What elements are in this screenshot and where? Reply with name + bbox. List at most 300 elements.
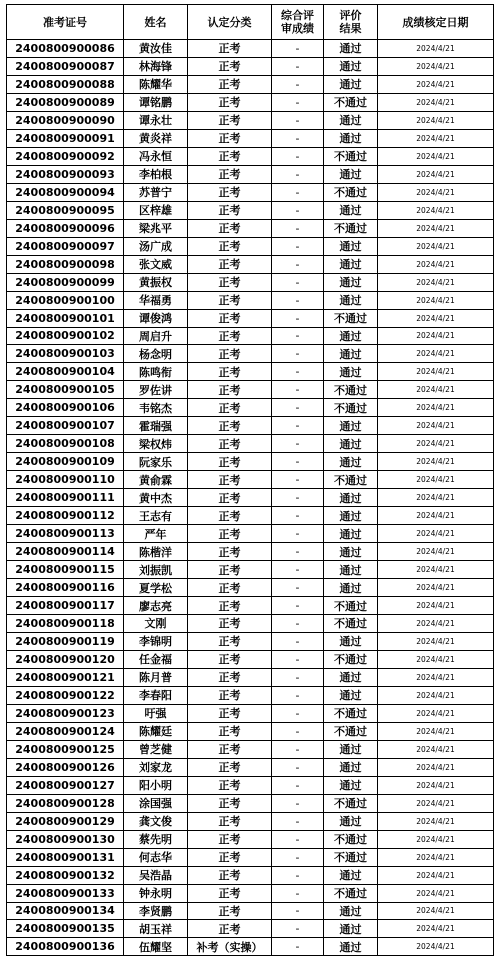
table-row <box>7 453 494 471</box>
cell-date: 2024/4/21 <box>378 830 494 848</box>
table-row <box>7 147 494 165</box>
cell-date: 2024/4/21 <box>378 561 494 579</box>
cell-exam-id: 2400800900123 <box>7 704 124 722</box>
cell-exam-id: 2400800900113 <box>7 525 124 543</box>
cell-date: 2024/4/21 <box>378 453 494 471</box>
cell-result: 通过 <box>324 902 378 920</box>
cell-category: 正考 <box>188 40 272 58</box>
table-row <box>7 57 494 75</box>
cell-name: 黄炎祥 <box>124 129 188 147</box>
cell-result: 通过 <box>324 291 378 309</box>
cell-score: - <box>272 237 324 255</box>
cell-exam-id: 2400800900120 <box>7 650 124 668</box>
cell-score: - <box>272 579 324 597</box>
cell-score: - <box>272 866 324 884</box>
cell-category: 正考 <box>188 579 272 597</box>
table-row <box>7 291 494 309</box>
cell-score: - <box>272 884 324 902</box>
cell-date: 2024/4/21 <box>378 183 494 201</box>
cell-result: 不通过 <box>324 309 378 327</box>
cell-date: 2024/4/21 <box>378 40 494 58</box>
table-row <box>7 722 494 740</box>
cell-score: - <box>272 471 324 489</box>
cell-score: - <box>272 183 324 201</box>
cell-score: - <box>272 93 324 111</box>
cell-date: 2024/4/21 <box>378 884 494 902</box>
cell-date: 2024/4/21 <box>378 632 494 650</box>
cell-name: 李柏根 <box>124 165 188 183</box>
table-row <box>7 776 494 794</box>
cell-result: 通过 <box>324 668 378 686</box>
cell-result: 不通过 <box>324 471 378 489</box>
cell-score: - <box>272 597 324 615</box>
cell-score: - <box>272 417 324 435</box>
table-row <box>7 435 494 453</box>
cell-category: 正考 <box>188 884 272 902</box>
table-row <box>7 399 494 417</box>
cell-date: 2024/4/21 <box>378 309 494 327</box>
cell-name: 夏学松 <box>124 579 188 597</box>
cell-result: 通过 <box>324 489 378 507</box>
cell-category: 正考 <box>188 812 272 830</box>
cell-name: 刘家龙 <box>124 758 188 776</box>
cell-result: 通过 <box>324 255 378 273</box>
cell-date: 2024/4/21 <box>378 273 494 291</box>
cell-exam-id: 2400800900121 <box>7 668 124 686</box>
header-score: 综合评 审成绩 <box>272 5 324 40</box>
cell-score: - <box>272 219 324 237</box>
cell-category: 正考 <box>188 381 272 399</box>
cell-exam-id: 2400800900095 <box>7 201 124 219</box>
cell-category: 正考 <box>188 291 272 309</box>
cell-score: - <box>272 776 324 794</box>
cell-result: 通过 <box>324 632 378 650</box>
cell-exam-id: 2400800900108 <box>7 435 124 453</box>
cell-date: 2024/4/21 <box>378 111 494 129</box>
cell-score: - <box>272 381 324 399</box>
cell-category: 正考 <box>188 435 272 453</box>
cell-exam-id: 2400800900089 <box>7 93 124 111</box>
cell-category: 正考 <box>188 776 272 794</box>
cell-exam-id: 2400800900094 <box>7 183 124 201</box>
cell-result: 不通过 <box>324 794 378 812</box>
table-row <box>7 129 494 147</box>
table-row <box>7 740 494 758</box>
cell-score: - <box>272 740 324 758</box>
cell-score: - <box>272 255 324 273</box>
cell-result: 通过 <box>324 543 378 561</box>
cell-score: - <box>272 40 324 58</box>
table-row <box>7 75 494 93</box>
cell-category: 正考 <box>188 453 272 471</box>
cell-result: 通过 <box>324 345 378 363</box>
cell-result: 不通过 <box>324 399 378 417</box>
cell-exam-id: 2400800900116 <box>7 579 124 597</box>
cell-result: 通过 <box>324 525 378 543</box>
cell-category: 正考 <box>188 686 272 704</box>
cell-category: 正考 <box>188 147 272 165</box>
table-row <box>7 543 494 561</box>
table-row <box>7 183 494 201</box>
cell-result: 通过 <box>324 237 378 255</box>
cell-exam-id: 2400800900124 <box>7 722 124 740</box>
cell-category: 正考 <box>188 561 272 579</box>
cell-exam-id: 2400800900098 <box>7 255 124 273</box>
table-row <box>7 381 494 399</box>
cell-date: 2024/4/21 <box>378 381 494 399</box>
cell-result: 通过 <box>324 920 378 938</box>
table-row <box>7 273 494 291</box>
cell-date: 2024/4/21 <box>378 399 494 417</box>
cell-exam-id: 2400800900102 <box>7 327 124 345</box>
cell-date: 2024/4/21 <box>378 507 494 525</box>
cell-score: - <box>272 453 324 471</box>
cell-name: 霍瑞强 <box>124 417 188 435</box>
cell-category: 正考 <box>188 345 272 363</box>
cell-name: 谭铭鹏 <box>124 93 188 111</box>
table-row <box>7 758 494 776</box>
cell-category: 正考 <box>188 722 272 740</box>
cell-date: 2024/4/21 <box>378 75 494 93</box>
cell-result: 不通过 <box>324 650 378 668</box>
cell-category: 正考 <box>188 417 272 435</box>
cell-score: - <box>272 273 324 291</box>
cell-name: 陈月普 <box>124 668 188 686</box>
cell-exam-id: 2400800900086 <box>7 40 124 58</box>
cell-score: - <box>272 561 324 579</box>
cell-date: 2024/4/21 <box>378 938 494 956</box>
cell-name: 李贤鹏 <box>124 902 188 920</box>
cell-date: 2024/4/21 <box>378 291 494 309</box>
cell-category: 正考 <box>188 201 272 219</box>
table-row <box>7 219 494 237</box>
cell-date: 2024/4/21 <box>378 543 494 561</box>
cell-date: 2024/4/21 <box>378 597 494 615</box>
cell-category: 正考 <box>188 597 272 615</box>
cell-name: 林海锋 <box>124 57 188 75</box>
cell-score: - <box>272 75 324 93</box>
cell-score: - <box>272 632 324 650</box>
cell-date: 2024/4/21 <box>378 866 494 884</box>
table-row <box>7 938 494 956</box>
cell-category: 正考 <box>188 57 272 75</box>
cell-score: - <box>272 201 324 219</box>
cell-result: 通过 <box>324 75 378 93</box>
cell-name: 冯永恒 <box>124 147 188 165</box>
cell-exam-id: 2400800900097 <box>7 237 124 255</box>
cell-score: - <box>272 363 324 381</box>
table-row <box>7 525 494 543</box>
cell-exam-id: 2400800900110 <box>7 471 124 489</box>
cell-category: 正考 <box>188 848 272 866</box>
cell-result: 通过 <box>324 40 378 58</box>
cell-category: 正考 <box>188 219 272 237</box>
cell-result: 不通过 <box>324 219 378 237</box>
header-name: 姓名 <box>124 5 188 40</box>
cell-name: 谭俊鸿 <box>124 309 188 327</box>
cell-date: 2024/4/21 <box>378 471 494 489</box>
cell-name: 钟永明 <box>124 884 188 902</box>
cell-name: 曾芝健 <box>124 740 188 758</box>
table-row <box>7 686 494 704</box>
cell-result: 通过 <box>324 507 378 525</box>
cell-exam-id: 2400800900103 <box>7 345 124 363</box>
cell-date: 2024/4/21 <box>378 201 494 219</box>
table-row <box>7 650 494 668</box>
cell-result: 通过 <box>324 129 378 147</box>
cell-name: 陈楷洋 <box>124 543 188 561</box>
cell-name: 杨念明 <box>124 345 188 363</box>
cell-result: 不通过 <box>324 615 378 633</box>
cell-exam-id: 2400800900090 <box>7 111 124 129</box>
cell-score: - <box>272 291 324 309</box>
cell-score: - <box>272 668 324 686</box>
cell-date: 2024/4/21 <box>378 579 494 597</box>
cell-result: 通过 <box>324 165 378 183</box>
cell-category: 正考 <box>188 650 272 668</box>
cell-exam-id: 2400800900088 <box>7 75 124 93</box>
table-row <box>7 579 494 597</box>
cell-score: - <box>272 399 324 417</box>
cell-score: - <box>272 938 324 956</box>
cell-exam-id: 2400800900127 <box>7 776 124 794</box>
table-row <box>7 866 494 884</box>
cell-category: 正考 <box>188 165 272 183</box>
cell-date: 2024/4/21 <box>378 165 494 183</box>
cell-date: 2024/4/21 <box>378 219 494 237</box>
cell-exam-id: 2400800900133 <box>7 884 124 902</box>
cell-result: 通过 <box>324 938 378 956</box>
cell-date: 2024/4/21 <box>378 740 494 758</box>
cell-category: 正考 <box>188 668 272 686</box>
cell-name: 苏普宁 <box>124 183 188 201</box>
table-row <box>7 597 494 615</box>
cell-exam-id: 2400800900134 <box>7 902 124 920</box>
cell-date: 2024/4/21 <box>378 776 494 794</box>
cell-category: 正考 <box>188 830 272 848</box>
cell-exam-id: 2400800900104 <box>7 363 124 381</box>
table-row <box>7 345 494 363</box>
cell-exam-id: 2400800900099 <box>7 273 124 291</box>
cell-date: 2024/4/21 <box>378 525 494 543</box>
header-category: 认定分类 <box>188 5 272 40</box>
table-row <box>7 201 494 219</box>
cell-exam-id: 2400800900135 <box>7 920 124 938</box>
cell-score: - <box>272 794 324 812</box>
cell-exam-id: 2400800900100 <box>7 291 124 309</box>
cell-name: 梁兆平 <box>124 219 188 237</box>
cell-date: 2024/4/21 <box>378 686 494 704</box>
cell-date: 2024/4/21 <box>378 920 494 938</box>
cell-exam-id: 2400800900105 <box>7 381 124 399</box>
cell-name: 区梓雄 <box>124 201 188 219</box>
table-row <box>7 668 494 686</box>
cell-exam-id: 2400800900115 <box>7 561 124 579</box>
cell-score: - <box>272 507 324 525</box>
cell-exam-id: 2400800900107 <box>7 417 124 435</box>
cell-date: 2024/4/21 <box>378 848 494 866</box>
cell-category: 正考 <box>188 273 272 291</box>
cell-category: 正考 <box>188 129 272 147</box>
cell-exam-id: 2400800900131 <box>7 848 124 866</box>
cell-name: 陈耀华 <box>124 75 188 93</box>
cell-category: 正考 <box>188 237 272 255</box>
cell-category: 正考 <box>188 920 272 938</box>
cell-score: - <box>272 615 324 633</box>
cell-category: 正考 <box>188 363 272 381</box>
cell-score: - <box>272 704 324 722</box>
cell-exam-id: 2400800900092 <box>7 147 124 165</box>
cell-score: - <box>272 848 324 866</box>
table-body <box>7 40 494 956</box>
cell-exam-id: 2400800900136 <box>7 938 124 956</box>
table-row <box>7 794 494 812</box>
cell-score: - <box>272 165 324 183</box>
cell-result: 通过 <box>324 57 378 75</box>
cell-score: - <box>272 830 324 848</box>
cell-date: 2024/4/21 <box>378 794 494 812</box>
table-row <box>7 561 494 579</box>
cell-name: 龚文俊 <box>124 812 188 830</box>
cell-date: 2024/4/21 <box>378 650 494 668</box>
cell-exam-id: 2400800900130 <box>7 830 124 848</box>
cell-exam-id: 2400800900129 <box>7 812 124 830</box>
cell-result: 通过 <box>324 453 378 471</box>
cell-name: 谭永壮 <box>124 111 188 129</box>
cell-exam-id: 2400800900093 <box>7 165 124 183</box>
cell-exam-id: 2400800900114 <box>7 543 124 561</box>
cell-category: 正考 <box>188 471 272 489</box>
cell-score: - <box>272 489 324 507</box>
cell-exam-id: 2400800900125 <box>7 740 124 758</box>
cell-name: 伍耀坚 <box>124 938 188 956</box>
cell-score: - <box>272 309 324 327</box>
cell-date: 2024/4/21 <box>378 812 494 830</box>
cell-date: 2024/4/21 <box>378 327 494 345</box>
table-row <box>7 40 494 58</box>
cell-score: - <box>272 722 324 740</box>
cell-result: 通过 <box>324 561 378 579</box>
table-row <box>7 884 494 902</box>
cell-category: 正考 <box>188 740 272 758</box>
table-row <box>7 848 494 866</box>
table-row <box>7 111 494 129</box>
cell-result: 通过 <box>324 812 378 830</box>
cell-score: - <box>272 111 324 129</box>
cell-category: 正考 <box>188 93 272 111</box>
cell-result: 通过 <box>324 111 378 129</box>
cell-category: 正考 <box>188 507 272 525</box>
table-row <box>7 327 494 345</box>
cell-result: 通过 <box>324 327 378 345</box>
cell-name: 廖志亮 <box>124 597 188 615</box>
cell-result: 不通过 <box>324 722 378 740</box>
cell-category: 正考 <box>188 543 272 561</box>
cell-result: 通过 <box>324 740 378 758</box>
cell-date: 2024/4/21 <box>378 615 494 633</box>
cell-name: 汤广成 <box>124 237 188 255</box>
cell-exam-id: 2400800900128 <box>7 794 124 812</box>
cell-exam-id: 2400800900091 <box>7 129 124 147</box>
cell-exam-id: 2400800900112 <box>7 507 124 525</box>
cell-name: 张文威 <box>124 255 188 273</box>
cell-result: 通过 <box>324 363 378 381</box>
cell-name: 吁强 <box>124 704 188 722</box>
cell-category: 正考 <box>188 902 272 920</box>
cell-result: 通过 <box>324 435 378 453</box>
cell-score: - <box>272 57 324 75</box>
results-table <box>6 4 494 956</box>
cell-score: - <box>272 920 324 938</box>
cell-category: 正考 <box>188 183 272 201</box>
cell-exam-id: 2400800900106 <box>7 399 124 417</box>
cell-date: 2024/4/21 <box>378 489 494 507</box>
cell-result: 不通过 <box>324 830 378 848</box>
table-row <box>7 507 494 525</box>
cell-category: 补考（实操） <box>188 938 272 956</box>
cell-date: 2024/4/21 <box>378 417 494 435</box>
cell-category: 正考 <box>188 866 272 884</box>
cell-category: 正考 <box>188 255 272 273</box>
cell-result: 不通过 <box>324 147 378 165</box>
cell-name: 王志有 <box>124 507 188 525</box>
cell-exam-id: 2400800900101 <box>7 309 124 327</box>
cell-name: 华福勇 <box>124 291 188 309</box>
cell-exam-id: 2400800900111 <box>7 489 124 507</box>
header-exam-id: 准考证号 <box>7 5 124 40</box>
cell-name: 严年 <box>124 525 188 543</box>
cell-name: 梁权炜 <box>124 435 188 453</box>
cell-name: 陈鸣衔 <box>124 363 188 381</box>
cell-exam-id: 2400800900126 <box>7 758 124 776</box>
cell-result: 通过 <box>324 579 378 597</box>
cell-score: - <box>272 902 324 920</box>
cell-date: 2024/4/21 <box>378 57 494 75</box>
cell-category: 正考 <box>188 489 272 507</box>
cell-result: 不通过 <box>324 597 378 615</box>
table-row <box>7 237 494 255</box>
cell-category: 正考 <box>188 615 272 633</box>
table-row <box>7 309 494 327</box>
cell-category: 正考 <box>188 327 272 345</box>
cell-name: 阮家乐 <box>124 453 188 471</box>
cell-score: - <box>272 650 324 668</box>
cell-name: 文刚 <box>124 615 188 633</box>
cell-name: 刘振凯 <box>124 561 188 579</box>
table-row <box>7 920 494 938</box>
cell-date: 2024/4/21 <box>378 758 494 776</box>
cell-date: 2024/4/21 <box>378 363 494 381</box>
cell-score: - <box>272 686 324 704</box>
cell-exam-id: 2400800900117 <box>7 597 124 615</box>
cell-category: 正考 <box>188 309 272 327</box>
cell-result: 通过 <box>324 776 378 794</box>
cell-date: 2024/4/21 <box>378 147 494 165</box>
cell-exam-id: 2400800900118 <box>7 615 124 633</box>
cell-name: 吴浩晶 <box>124 866 188 884</box>
cell-result: 不通过 <box>324 704 378 722</box>
table-row <box>7 471 494 489</box>
cell-score: - <box>272 543 324 561</box>
header-result: 评价 结果 <box>324 5 378 40</box>
cell-category: 正考 <box>188 758 272 776</box>
table-row <box>7 830 494 848</box>
cell-score: - <box>272 129 324 147</box>
table-row <box>7 489 494 507</box>
cell-category: 正考 <box>188 399 272 417</box>
table-row <box>7 363 494 381</box>
cell-date: 2024/4/21 <box>378 255 494 273</box>
